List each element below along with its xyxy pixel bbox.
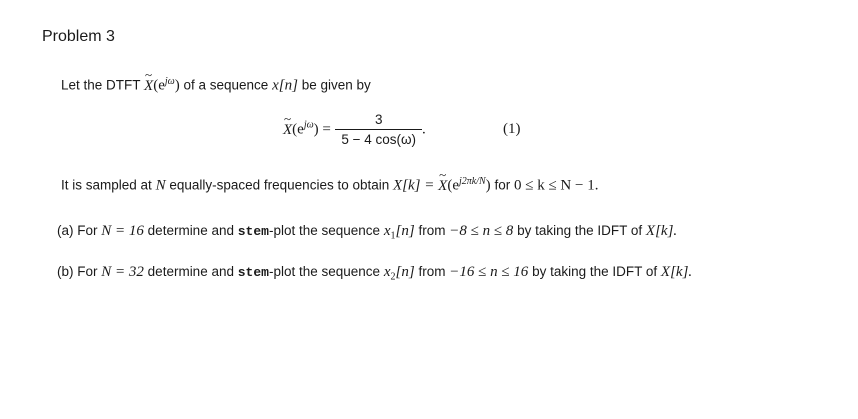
sampling-range: 0 ≤ k ≤ N − 1. (513, 177, 599, 194)
sampling-Xk: X[k] = (393, 177, 435, 194)
part-a-text1: determine and (147, 223, 234, 238)
part-b-label: (b) For (57, 264, 98, 279)
part-b-N: N = 32 (101, 264, 144, 280)
eq-lhs-symbol: ~ X (283, 122, 292, 139)
eq-period: . (422, 121, 426, 138)
problem-title: Problem 3 (42, 28, 115, 45)
equation-1: ~ $X(e^{j\omega})$ = $\frac{3}{5 - 4 \cos(\omega)}$ . (283, 112, 426, 147)
intro-seq-label: of a sequence (183, 77, 269, 93)
sampling-mid: equally-spaced frequencies to obtain (169, 177, 390, 193)
part-a (57, 223, 677, 242)
part-b-text3: by taking the IDFT of (532, 264, 658, 279)
sampling-X-symbol: ~ X (438, 178, 447, 195)
equation-number: (1) (503, 121, 521, 137)
intro-lead: Let the DTFT (61, 77, 141, 93)
part-b-text2: -plot the sequence (268, 264, 381, 279)
part-b-text1: determine and (147, 264, 234, 279)
part-b-x-arg: [n] (395, 264, 415, 280)
dtft-exponent: jω (164, 76, 175, 87)
part-b-x: x (383, 264, 391, 280)
dtft-symbol: ~ X (144, 78, 153, 95)
part-b-range: −16 ≤ n ≤ 16 (449, 264, 529, 280)
part-b-stem: stem (237, 265, 269, 280)
part-a-x-sub: 1 (390, 230, 396, 242)
sequence-symbol: x[n] (272, 77, 298, 94)
part-a-text2: -plot the sequence (268, 223, 381, 238)
part-a-x-arg: [n] (395, 223, 415, 239)
eq-numerator: 3 (335, 112, 422, 130)
eq-fraction (335, 112, 422, 147)
sampling-for: for (494, 177, 511, 193)
part-a-from: from (418, 223, 446, 238)
eq-denominator: 5 − 4 cos(ω) (341, 132, 417, 147)
part-b (57, 264, 692, 283)
part-a-range: −8 ≤ n ≤ 8 (449, 223, 514, 239)
part-b-x-sub: 2 (390, 271, 396, 283)
sampling-lead: It is sampled at (61, 177, 152, 193)
part-b-from: from (418, 264, 446, 279)
intro-line: Let the DTFT ~ $X(e^{j\omega})$ of a sequence x[n] be given by (61, 76, 371, 95)
part-a-x: x (383, 223, 391, 239)
part-b-Xk: X[k]. (660, 264, 693, 280)
part-a-label: (a) For (57, 223, 98, 238)
intro-tail: be given by (301, 77, 371, 93)
sampling-exponent: j2πk/N (458, 176, 486, 187)
sampling-N: N (155, 177, 166, 194)
part-a-N: N = 16 (101, 223, 144, 239)
part-a-Xk: X[k]. (645, 223, 678, 239)
part-a-text3: by taking the IDFT of (517, 223, 643, 238)
eq-lhs-exponent: jω (303, 119, 314, 131)
part-a-stem: stem (237, 224, 269, 239)
sampling-line: It is sampled at N equally-spaced frequencies to obtain X[k] = ~ $X(e^{j2\pi k/N})$ for 0 ≤ k ≤ N − 1. (61, 176, 598, 195)
